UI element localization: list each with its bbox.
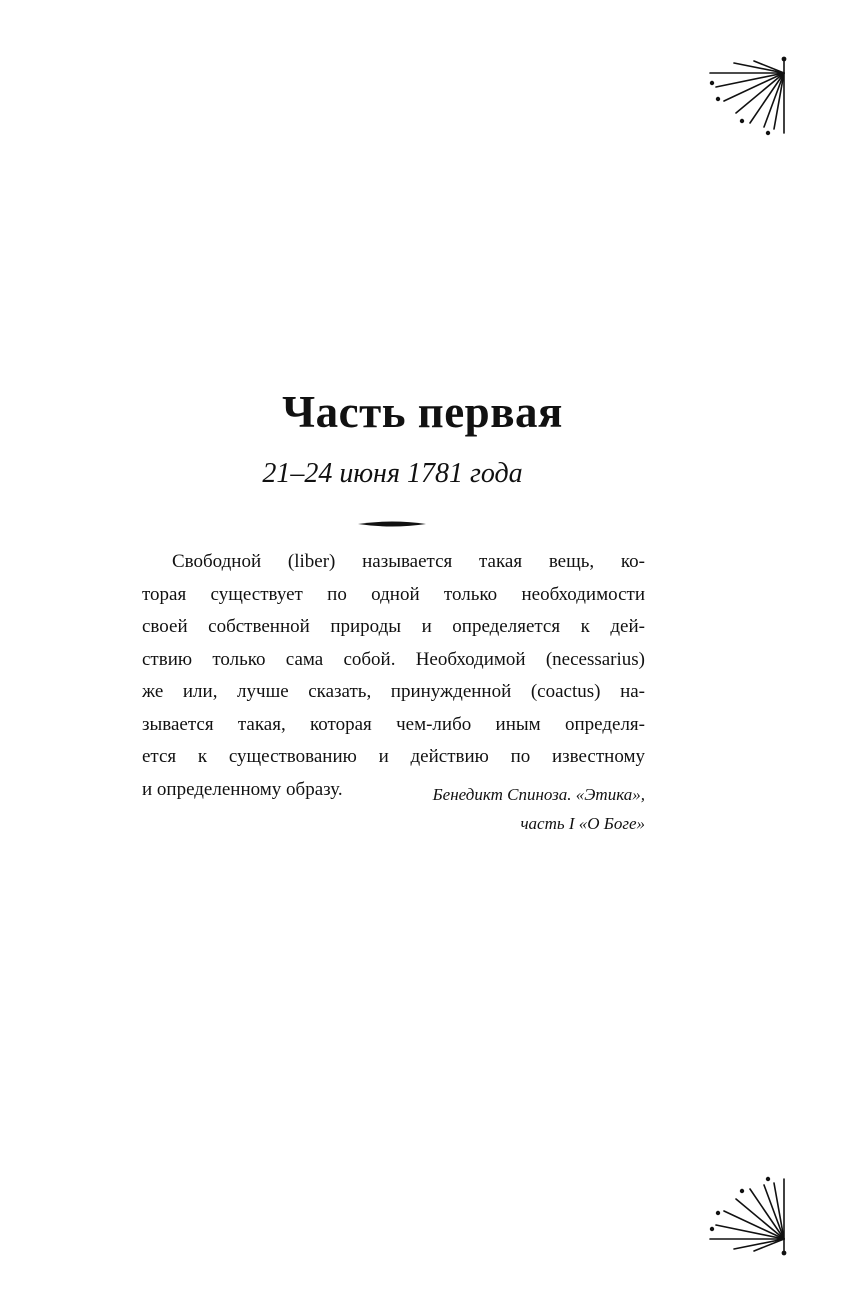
epigraph-line: зывается такая, которая чем-либо иным определя- xyxy=(142,713,645,735)
corner-ornament-top xyxy=(706,55,788,137)
epigraph-line: Свободной (liber) называется такая вещь, ко- xyxy=(172,551,645,572)
epigraph-line: ется к существованию и действию по известному xyxy=(142,746,645,767)
lozenge-divider xyxy=(358,519,426,529)
epigraph-line: ствию только сама собой. Необходимой (necessarius) xyxy=(142,648,645,670)
corner-ornament-bottom xyxy=(706,1175,788,1257)
epigraph-line: же или, лучше сказать, принужденной (coactus) на- xyxy=(142,681,645,702)
epigraph-line: своей собственной природы и определяется к дей- xyxy=(142,616,645,637)
epigraph-line: и определенному образу. xyxy=(142,778,343,800)
epigraph-attribution xyxy=(142,780,645,838)
attribution-line: Бенедикт Спиноза. «Этика», xyxy=(432,785,645,804)
attribution-line: часть I «О Боге» xyxy=(520,814,645,833)
epigraph xyxy=(142,546,645,806)
epigraph-line: торая существует по одной только необходимости xyxy=(142,583,645,605)
page-title: Часть первая xyxy=(282,387,563,437)
page-subtitle: 21–24 июня 1781 года xyxy=(262,458,523,489)
